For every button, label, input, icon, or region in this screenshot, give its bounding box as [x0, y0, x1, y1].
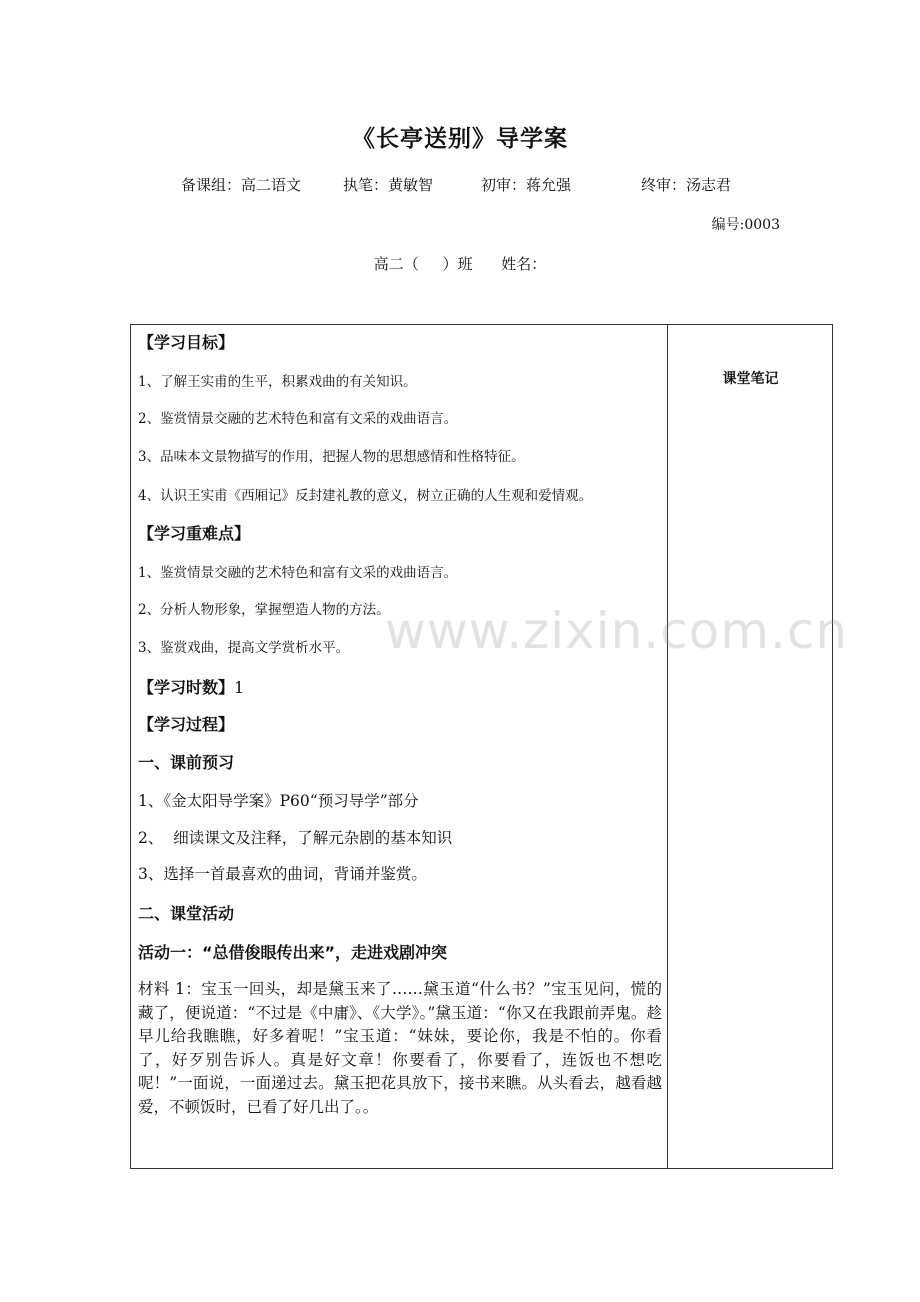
serial-number: 编号:0003: [711, 217, 780, 233]
preview-heading: 一、课前预习: [138, 753, 235, 772]
writer: 执笔：黄敏智: [343, 176, 434, 194]
objective-item: 3、品味本文景物描写的作用，把握人物的思想感情和性格特征。: [138, 449, 525, 465]
objectives-heading: 【学习目标】: [138, 333, 235, 352]
key-point-item: 3、鉴赏戏曲，提高文学赏析水平。: [138, 640, 350, 656]
preview-item: 2、 细读课文及注释，了解元杂剧的基本知识: [138, 829, 453, 847]
final-reviewer: 终审：汤志君: [641, 176, 732, 194]
study-hours-value: 1: [234, 678, 245, 697]
classroom-heading: 二、课堂活动: [138, 904, 235, 923]
preview-item: 1、《金太阳导学案》P60“预习导学”部分: [138, 792, 419, 810]
prep-group: 备课组：高二语文: [181, 176, 302, 194]
key-point-item: 2、分析人物形象，掌握塑造人物的方法。: [138, 602, 390, 618]
objective-item: 4、认识王实甫《西厢记》反封建礼教的意义，树立正确的人生观和爱情观。: [138, 488, 593, 504]
study-hours: [138, 675, 244, 698]
material-paragraph: 材料 1：宝玉一回头，却是黛玉来了……黛玉道“什么书？”宝玉见问，慌的藏了，便说道：“不过是《中庸》、《大学》。”黛玉道：“你又在我跟前弄鬼。趁早儿给我瞧瞧，好多着呢！”宝玉道：“妹妹，要论你，我是不怕的。你看了，好歹别告诉人。真是好文章！你要看了，你要看了，连饭也不想吃呢！”一面说，一面递过去。黛玉把花具放下，接书来瞧。从头看去，越看越爱，不顿饭时，已看了好几出了。。: [138, 980, 662, 1116]
activity-heading: 活动一：“总借俊眼传出来”，走进戏剧冲突: [138, 943, 448, 962]
class-name-line: 高二（ ）班 姓名：: [373, 255, 547, 273]
watermark-text: www.zixin.com.cn: [385, 602, 849, 660]
preview-item: 3、选择一首最喜欢的曲词，背诵并鉴赏。: [138, 865, 427, 883]
objective-item: 1、了解王实甫的生平，积累戏曲的有关知识。: [138, 374, 417, 390]
key-points-heading: 【学习重难点】: [138, 524, 251, 543]
notes-column-label: 课堂笔记: [722, 371, 779, 387]
study-hours-heading: 【学习时数】: [138, 678, 235, 697]
objective-item: 2、鉴赏情景交融的艺术特色和富有文采的戏曲语言。: [138, 411, 458, 427]
first-reviewer: 初审：蒋允强: [481, 176, 572, 194]
page-title: 《长亭送别》导学案: [352, 126, 568, 152]
process-heading: 【学习过程】: [138, 715, 235, 734]
column-divider: [667, 324, 668, 1169]
key-point-item: 1、鉴赏情景交融的艺术特色和富有文采的戏曲语言。: [138, 565, 458, 581]
